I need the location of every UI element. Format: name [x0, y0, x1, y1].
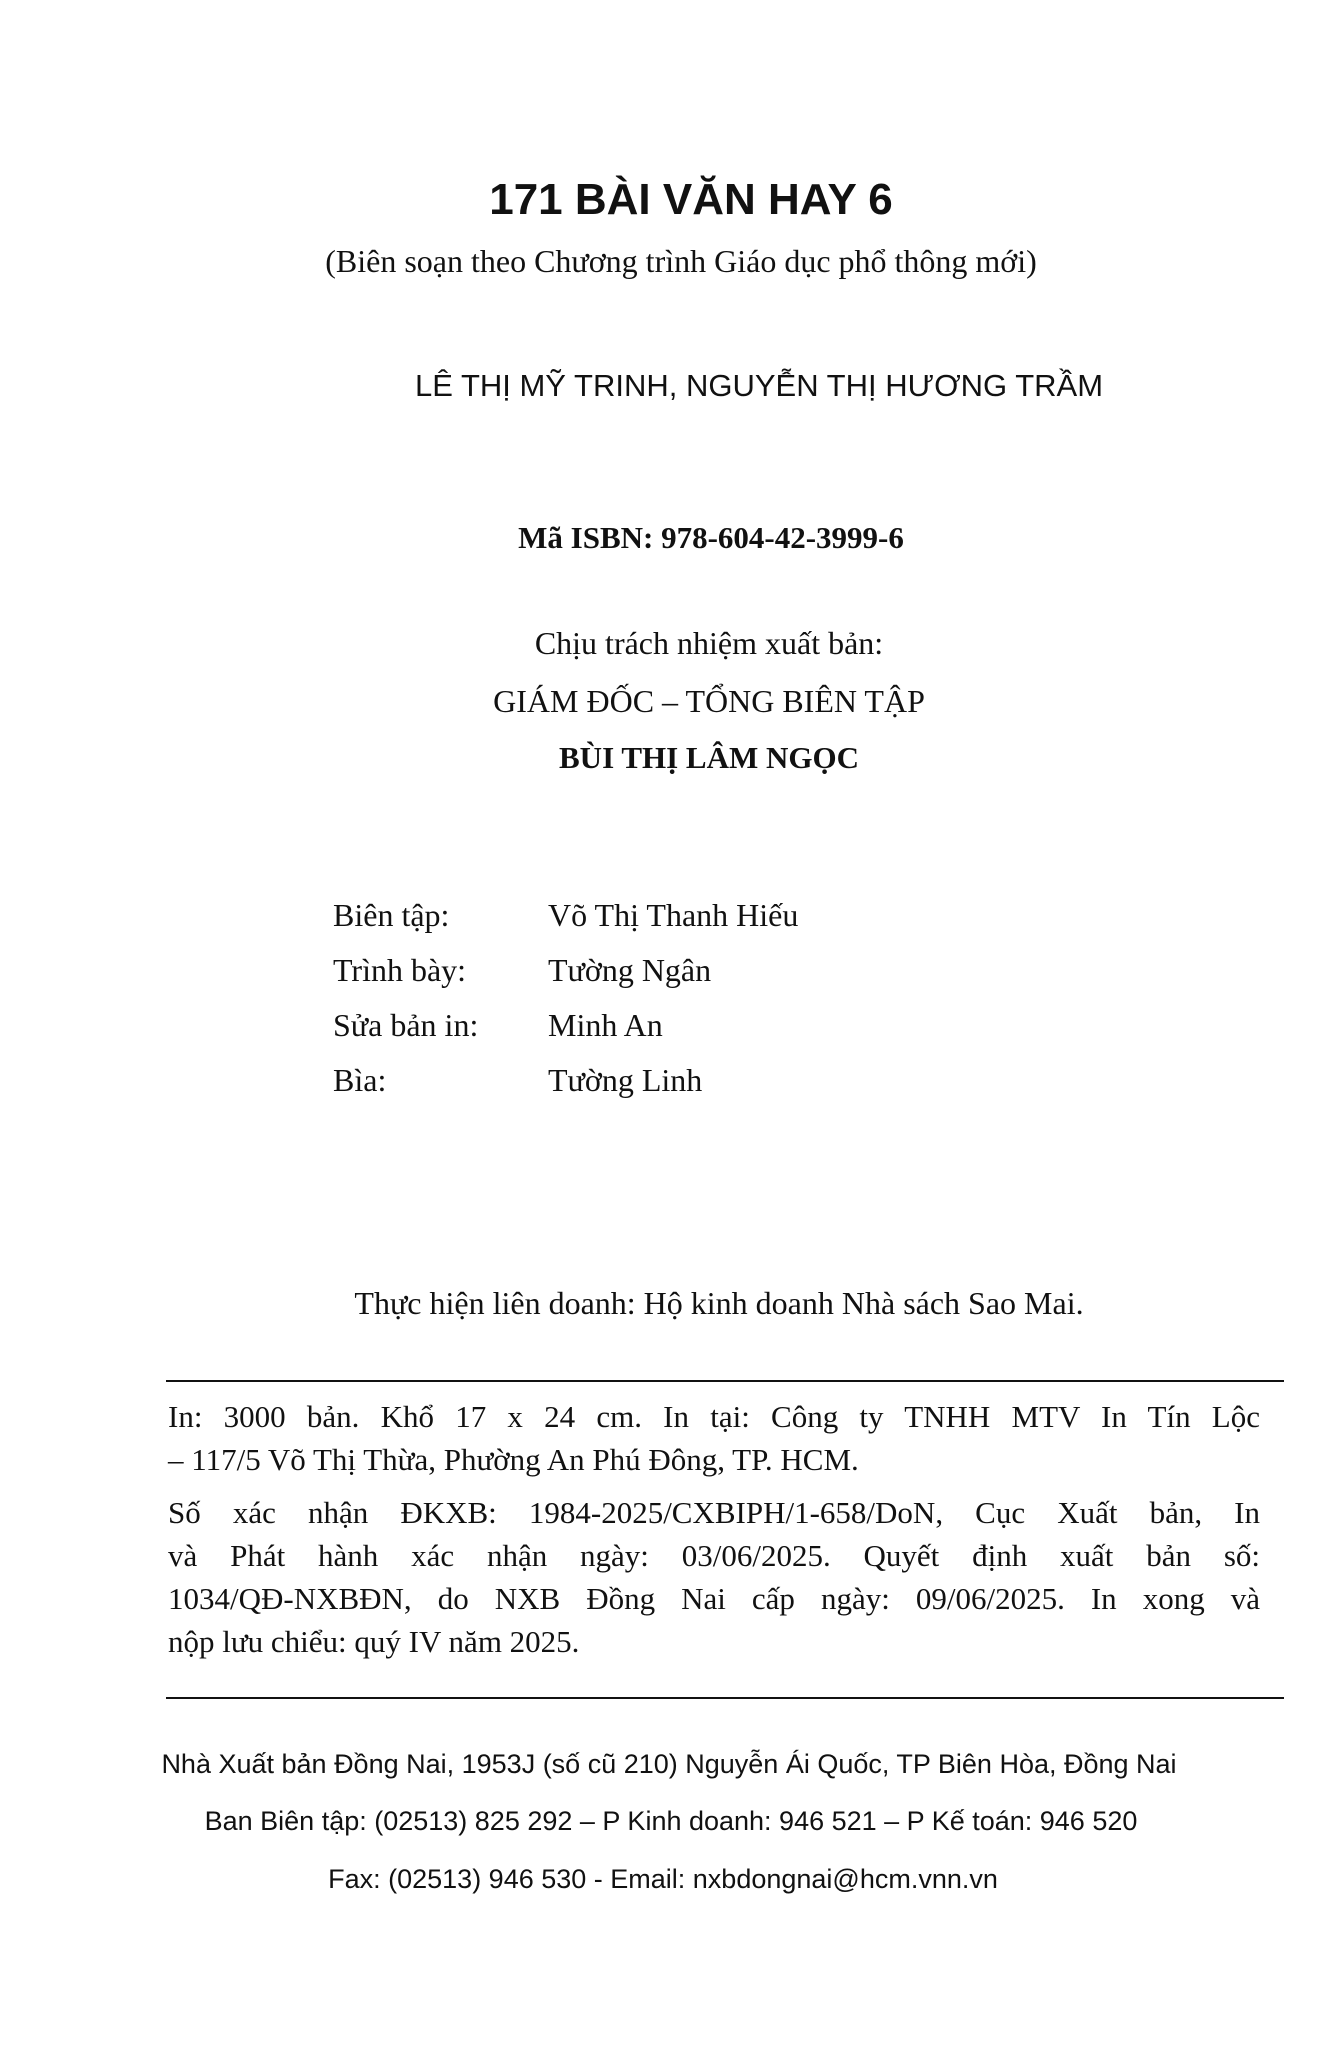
- print-info-line: – 117/5 Võ Thị Thừa, Phường An Phú Đông, TP. HCM.: [168, 1442, 859, 1477]
- responsibility-heading: Chịu trách nhiệm xuất bản:: [534, 625, 884, 661]
- book-subtitle: (Biên soạn theo Chương trình Giáo dục phổ thông mới): [325, 243, 1037, 279]
- staff-name: Minh An: [548, 1007, 663, 1043]
- publisher-address: Nhà Xuất bản Đồng Nai, 1953J (số cũ 210) Nguyễn Ái Quốc, TP Biên Hòa, Đồng Nai: [161, 1749, 1177, 1779]
- staff-role: Biên tập:: [333, 897, 450, 933]
- staff-name: Tường Ngân: [548, 952, 712, 988]
- staff-name: Võ Thị Thanh Hiếu: [548, 897, 799, 933]
- staff-row-layout: [333, 943, 798, 998]
- staff-name: Tường Linh: [548, 1062, 703, 1098]
- director-position: GIÁM ĐỐC – TỔNG BIÊN TẬP: [493, 683, 925, 719]
- staff-role: Bìa:: [333, 1062, 387, 1098]
- book-title: 171 BÀI VĂN HAY 6: [489, 175, 893, 224]
- staff-row-cover: [333, 1053, 798, 1108]
- registration-line: nộp lưu chiểu: quý IV năm 2025.: [168, 1624, 580, 1659]
- publisher-phones: Ban Biên tập: (02513) 825 292 – P Kinh doanh: 946 521 – P Kế toán: 946 520: [204, 1806, 1138, 1836]
- divider-top: [166, 1380, 1284, 1382]
- staff-role: Sửa bản in:: [333, 1007, 479, 1043]
- book-authors: LÊ THỊ MỸ TRINH, NGUYỄN THỊ HƯƠNG TRẦM: [414, 368, 1104, 403]
- registration-line: Số xác nhận ĐKXB: 1984-2025/CXBIPH/1-658/DoN, Cục Xuất bản, In: [168, 1495, 1260, 1530]
- registration-line: 1034/QĐ-NXBĐN, do NXB Đồng Nai cấp ngày: 09/06/2025. In xong và: [168, 1581, 1260, 1616]
- publisher-contact: Fax: (02513) 946 530 - Email: nxbdongnai@hcm.vnn.vn: [328, 1864, 998, 1894]
- staff-row-proofreader: [333, 998, 798, 1053]
- staff-list: [333, 888, 798, 1108]
- registration-line: và Phát hành xác nhận ngày: 03/06/2025. Quyết định xuất bản số:: [168, 1538, 1260, 1573]
- staff-row-editor: [333, 888, 798, 943]
- director-name: BÙI THỊ LÂM NGỌC: [559, 740, 859, 775]
- divider-bottom: [166, 1697, 1284, 1699]
- staff-role: Trình bày:: [333, 952, 467, 988]
- print-info-line: In: 3000 bản. Khổ 17 x 24 cm. In tại: Công ty TNHH MTV In Tín Lộc: [168, 1399, 1260, 1434]
- print-info: [168, 1395, 1260, 1663]
- joint-venture-note: Thực hiện liên doanh: Hộ kinh doanh Nhà sách Sao Mai.: [354, 1285, 1084, 1321]
- isbn: Mã ISBN: 978-604-42-3999-6: [518, 520, 904, 555]
